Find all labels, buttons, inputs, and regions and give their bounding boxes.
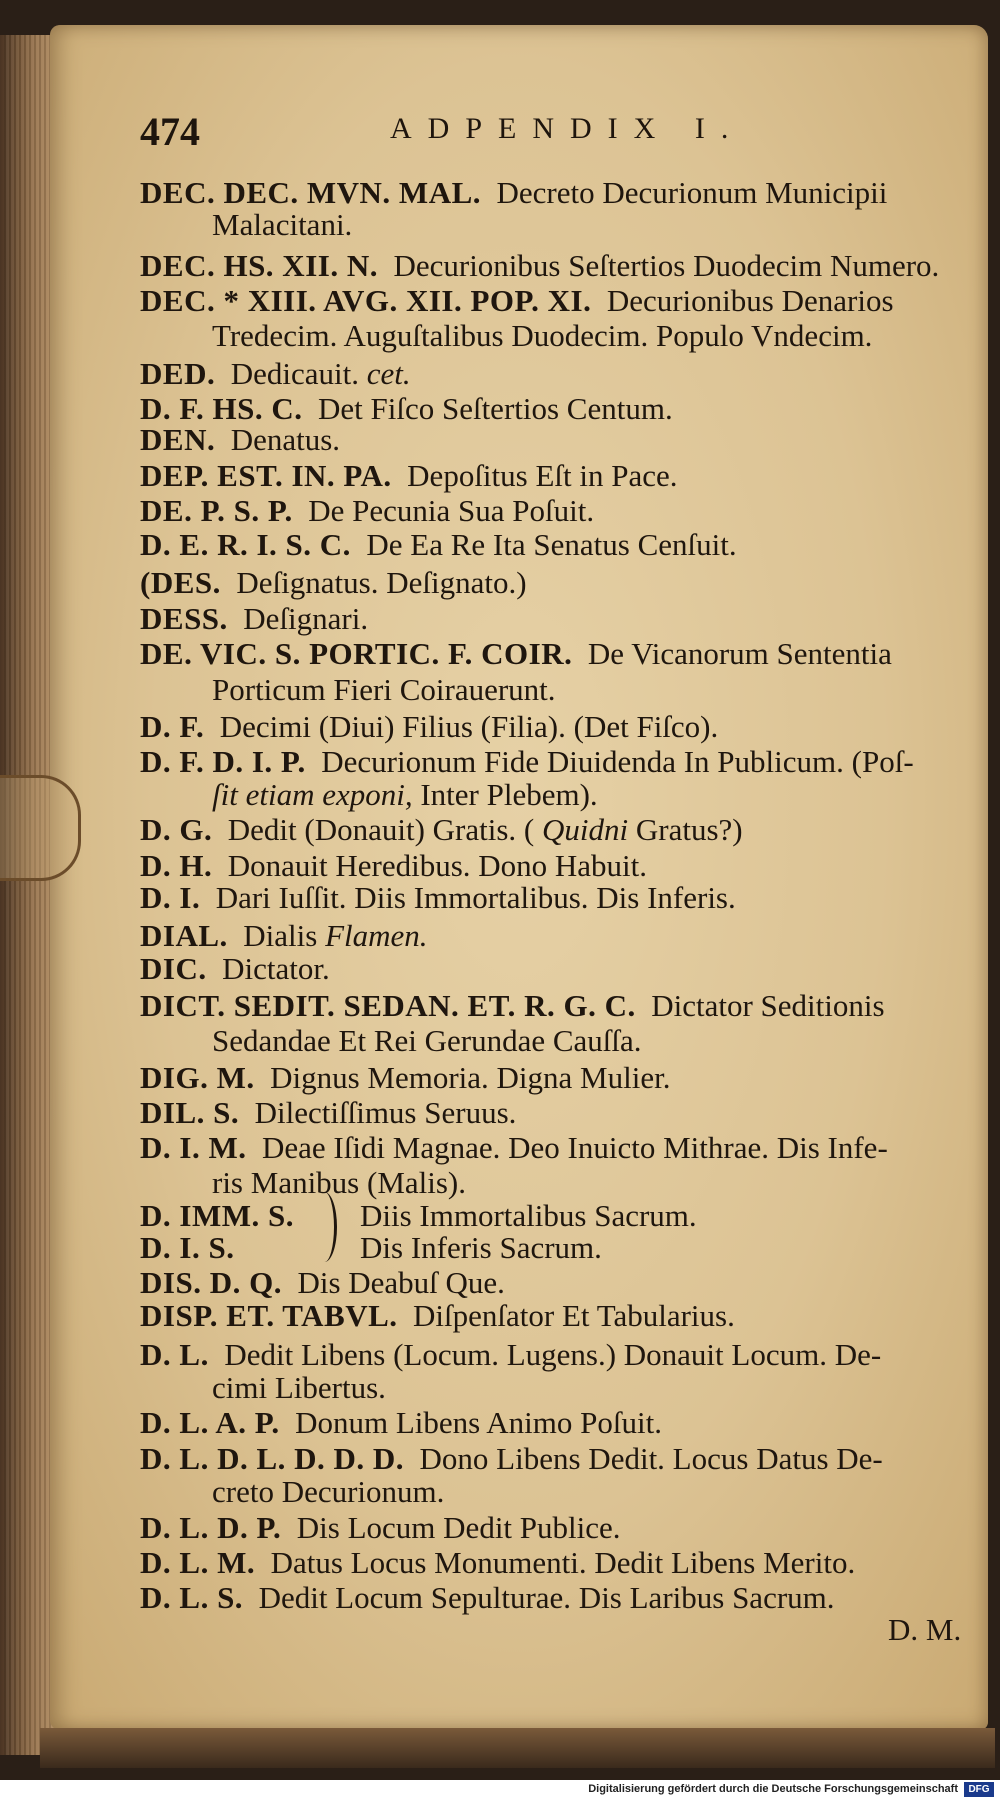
entry-italic: ſit etiam exponi, bbox=[212, 777, 421, 812]
entry-expansion: Tredecim. Auguſtalibus Duodecim. Populo Vndecim. bbox=[212, 318, 873, 353]
entry-abbreviation: D. E. R. I. S. C. bbox=[140, 527, 351, 562]
entry-line bbox=[140, 1060, 670, 1096]
entry-line bbox=[140, 1405, 662, 1441]
entry-line bbox=[140, 918, 428, 954]
entry-abbreviation: DED. bbox=[140, 356, 216, 391]
entry-expansion: Dis Inferis Sacrum. bbox=[360, 1230, 602, 1265]
entry-line bbox=[140, 1441, 883, 1477]
entry-expansion: Dilectiſſimus Seruus. bbox=[254, 1095, 517, 1130]
entry-abbreviation: D. L. D. P. bbox=[140, 1510, 282, 1545]
entry-expansion: Dis Locum Dedit Publice. bbox=[296, 1510, 621, 1545]
entry-abbreviation: DEC. DEC. MVN. MAL. bbox=[140, 175, 482, 210]
entry-line bbox=[140, 1298, 735, 1334]
entry-tail: Gratus?) bbox=[628, 812, 743, 847]
entry-line bbox=[140, 1510, 621, 1546]
entry-line bbox=[140, 283, 894, 319]
entry-expansion: Diis Immortalibus Sacrum. bbox=[360, 1198, 697, 1233]
entry-line bbox=[140, 565, 527, 601]
entry-abbreviation: D. I. bbox=[140, 880, 201, 915]
entry-abbreviation: D. I. S. bbox=[140, 1230, 235, 1265]
brace-mark bbox=[312, 1192, 337, 1262]
entry-expansion: Dedicauit. bbox=[230, 356, 359, 391]
entry-line bbox=[212, 1165, 466, 1201]
entry-line bbox=[140, 709, 718, 745]
entry-expansion: Diſpenſator Et Tabularius. bbox=[413, 1298, 735, 1333]
entry-abbreviation: DE. P. S. P. bbox=[140, 493, 293, 528]
entry-abbreviation: (DES. bbox=[140, 565, 221, 600]
entry-expansion: De Vicanorum Sententia bbox=[587, 636, 892, 671]
entry-line bbox=[140, 1337, 881, 1373]
entry-expansion: Dialis bbox=[243, 918, 318, 953]
entry-abbreviation: DEC. HS. XII. N. bbox=[140, 248, 378, 283]
entry-italic: cet. bbox=[358, 356, 411, 391]
entry-abbreviation: D. G. bbox=[140, 812, 213, 847]
entry-line bbox=[140, 1095, 516, 1131]
entry-abbreviation: D. IMM. S. bbox=[140, 1198, 294, 1233]
entry-line bbox=[140, 1130, 888, 1166]
entry-expansion: Decurionibus Denarios bbox=[606, 283, 894, 318]
entry-expansion: Donauit Heredibus. Dono Habuit. bbox=[227, 848, 648, 883]
entry-abbreviation: D. L. bbox=[140, 1337, 209, 1372]
entry-abbreviation: D. L. A. P. bbox=[140, 1405, 280, 1440]
entry-abbreviation: DIS. D. Q. bbox=[140, 1265, 282, 1300]
entry-expansion: Depoſitus Eſt in Pace. bbox=[407, 458, 678, 493]
entry-expansion: Dono Libens Dedit. Locus Datus De- bbox=[419, 1441, 883, 1476]
entry-italic: Flamen. bbox=[317, 918, 428, 953]
entry-expansion: Dignus Memoria. Digna Mulier. bbox=[270, 1060, 671, 1095]
entry-line bbox=[140, 175, 887, 211]
entry-line bbox=[140, 356, 411, 392]
footer-credit: Digitalisierung gefördert durch die Deutsche Forschungsgemeinschaft bbox=[588, 1783, 958, 1795]
entry-expansion: De Pecunia Sua Poſuit. bbox=[308, 493, 595, 528]
entry-abbreviation: DE. VIC. S. PORTIC. F. COIR. bbox=[140, 636, 573, 671]
entry-expansion: Dictator Seditionis bbox=[651, 988, 885, 1023]
entry-expansion: Deſignari. bbox=[243, 601, 369, 636]
entry-line bbox=[140, 1265, 505, 1301]
entry-expansion: Decurionibus Seſtertios Duodecim Numero. bbox=[393, 248, 940, 283]
entry-abbreviation: D. F. HS. C. bbox=[140, 391, 303, 426]
entry-line bbox=[140, 880, 736, 916]
footer-bar bbox=[0, 1780, 1000, 1801]
entry-expansion: Porticum Fieri Coirauerunt. bbox=[212, 672, 556, 707]
entry-line bbox=[212, 777, 598, 813]
entry-line bbox=[140, 493, 594, 529]
entry-abbreviation: DISP. ET. TABVL. bbox=[140, 1298, 398, 1333]
entry-line bbox=[140, 601, 368, 637]
entry-expansion: Dedit (Donauit) Gratis. ( bbox=[227, 812, 535, 847]
entry-abbreviation: DICT. SEDIT. SEDAN. ET. R. G. C. bbox=[140, 988, 636, 1023]
entry-line bbox=[140, 1545, 855, 1581]
entry-abbreviation: D. L. M. bbox=[140, 1545, 256, 1580]
entry-expansion: Dis Deabuſ Que. bbox=[297, 1265, 505, 1300]
entry-line bbox=[140, 951, 330, 987]
entry-expansion: cimi Libertus. bbox=[212, 1370, 386, 1405]
book-bottom-edge bbox=[40, 1728, 995, 1768]
entry-expansion: Decreto Decurionum Municipii bbox=[496, 175, 888, 210]
entry-line bbox=[212, 1370, 386, 1406]
entry-line bbox=[212, 1474, 444, 1510]
entry-line bbox=[140, 1230, 602, 1266]
entry-line bbox=[212, 207, 352, 243]
running-head: ADPENDIX I. bbox=[390, 112, 745, 145]
entry-expansion: Malacitani. bbox=[212, 207, 353, 242]
entry-expansion: Deſignatus. Deſignato.) bbox=[236, 565, 527, 600]
entry-line bbox=[140, 988, 885, 1024]
entry-expansion: Decurionum Fide Diuidenda In Publicum. (Poſ- bbox=[321, 744, 914, 779]
entry-abbreviation: DIL. S. bbox=[140, 1095, 240, 1130]
entry-expansion: De Ea Re Ita Senatus Cenſuit. bbox=[366, 527, 737, 562]
entry-line bbox=[140, 1580, 835, 1616]
entry-line bbox=[140, 812, 743, 848]
entry-expansion: Inter Plebem). bbox=[420, 777, 598, 812]
entry-abbreviation: DEP. EST. IN. PA. bbox=[140, 458, 392, 493]
entry-line bbox=[212, 318, 872, 354]
entry-expansion: Datus Locus Monumenti. Dedit Libens Merito. bbox=[270, 1545, 856, 1580]
entry-line bbox=[140, 527, 737, 563]
entry-expansion: Dictator. bbox=[222, 951, 330, 986]
entry-abbreviation: DIC. bbox=[140, 951, 207, 986]
entry-italic: Quidni bbox=[534, 812, 629, 847]
entry-expansion: creto Decurionum. bbox=[212, 1474, 445, 1509]
entry-expansion: Dedit Locum Sepulturae. Dis Laribus Sacrum. bbox=[258, 1580, 835, 1615]
dfg-logo-icon: DFG bbox=[964, 1782, 994, 1797]
entry-expansion: Dari Iuſſit. Diis Immortalibus. Dis Inferis. bbox=[215, 880, 736, 915]
entry-line bbox=[140, 744, 914, 780]
entry-abbreviation: D. F. bbox=[140, 709, 205, 744]
entry-expansion: Det Fiſco Seſtertios Centum. bbox=[317, 391, 673, 426]
entry-expansion: Donum Libens Animo Poſuit. bbox=[295, 1405, 662, 1440]
entry-abbreviation: D. L. D. L. D. D. D. bbox=[140, 1441, 405, 1476]
entry-line bbox=[140, 458, 678, 494]
entry-expansion: Sedandae Et Rei Gerundae Cauſſa. bbox=[212, 1023, 642, 1058]
entry-abbreviation: DIG. M. bbox=[140, 1060, 255, 1095]
entry-expansion: Denatus. bbox=[230, 422, 341, 457]
entry-expansion: Deae Iſidi Magnae. Deo Inuicto Mithrae. Dis Infe- bbox=[261, 1130, 888, 1165]
entry-abbreviation: D. F. D. I. P. bbox=[140, 744, 306, 779]
entry-line bbox=[140, 848, 647, 884]
entry-expansion: Decimi (Diui) Filius (Filia). (Det Fiſco). bbox=[219, 709, 719, 744]
entry-abbreviation: D. L. S. bbox=[140, 1580, 244, 1615]
entry-abbreviation: DEC. * XIII. AVG. XII. POP. XI. bbox=[140, 283, 592, 318]
entry-abbreviation: D. I. M. bbox=[140, 1130, 247, 1165]
page-number: 474 bbox=[140, 109, 200, 154]
entry-abbreviation: DEN. bbox=[140, 422, 216, 457]
entry-line bbox=[140, 636, 892, 672]
entry-line bbox=[212, 672, 556, 708]
entry-line bbox=[140, 248, 939, 284]
entry-line bbox=[212, 1023, 642, 1059]
entry-expansion: ris Manibus (Malis). bbox=[212, 1165, 467, 1200]
entry-line bbox=[140, 422, 340, 458]
entry-line bbox=[140, 1198, 697, 1234]
entry-abbreviation: DIAL. bbox=[140, 918, 228, 953]
catchword: D. M. bbox=[888, 1612, 962, 1647]
entry-abbreviation: DESS. bbox=[140, 601, 228, 636]
entry-abbreviation: D. H. bbox=[140, 848, 213, 883]
entry-expansion: Dedit Libens (Locum. Lugens.) Donauit Locum. De- bbox=[224, 1337, 882, 1372]
